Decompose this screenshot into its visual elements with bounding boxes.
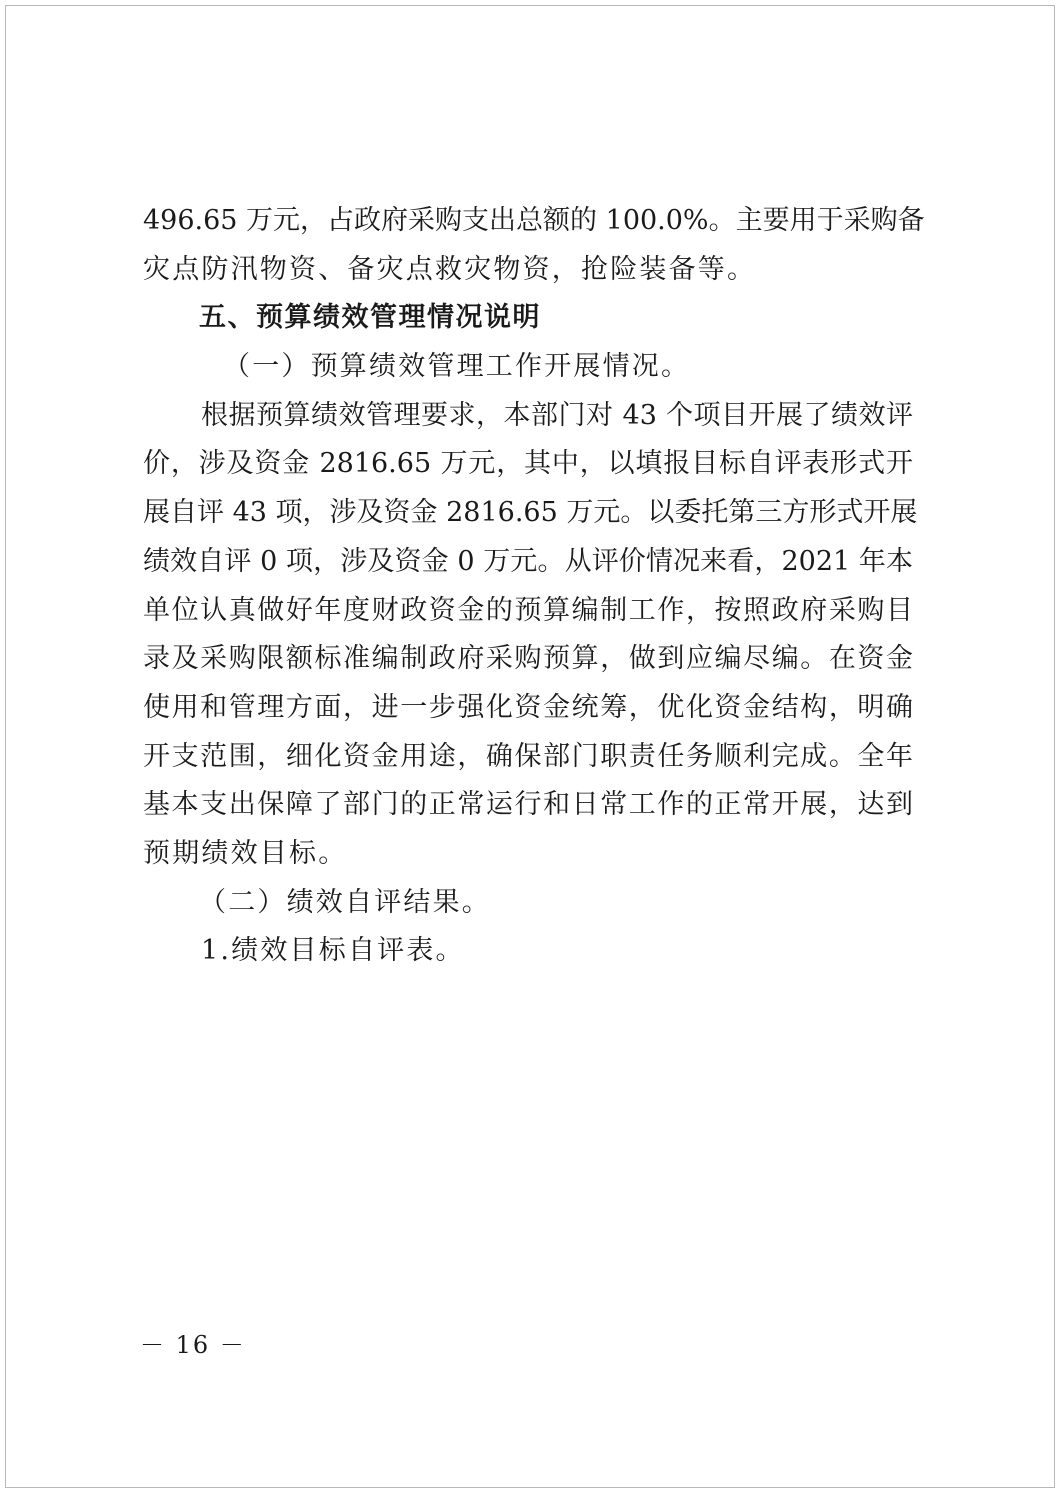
paragraph-line: 开支范围，细化资金用途，确保部门职责任务顺利完成。全年 xyxy=(143,740,913,772)
paragraph-line: 绩效自评 0 项，涉及资金 0 万元。从评价情况来看，2021 年本 xyxy=(143,545,913,577)
section-heading: 五、预算绩效管理情况说明 xyxy=(199,302,541,334)
subsection-heading: （二）绩效自评结果。 xyxy=(199,886,491,918)
paragraph-line: 使用和管理方面，进一步强化资金统筹，优化资金结构，明确 xyxy=(143,691,913,723)
subsection-heading: （一）预算绩效管理工作开展情况。 xyxy=(223,351,691,383)
paragraph-line: 展自评 43 项，涉及资金 2816.65 万元。以委托第三方形式开展 xyxy=(143,497,918,529)
paragraph-line: 价，涉及资金 2816.65 万元，其中，以填报目标自评表形式开 xyxy=(143,448,913,480)
list-item: 1.绩效目标自评表。 xyxy=(201,935,465,967)
paragraph-line: 基本支出保障了部门的正常运行和日常工作的正常开展，达到 xyxy=(143,789,913,821)
paragraph-line: 496.65 万元，占政府采购支出总额的 100.0%。主要用于采购备 xyxy=(143,205,925,236)
document-body xyxy=(143,197,925,976)
paragraph-line: 单位认真做好年度财政资金的预算编制工作，按照政府采购目 xyxy=(143,594,913,626)
page-number: － 16 － xyxy=(140,1331,246,1359)
paragraph-line: 预期绩效目标。 xyxy=(143,837,348,869)
paragraph-line: 根据预算绩效管理要求，本部门对 43 个项目开展了绩效评 xyxy=(201,399,913,431)
paragraph-line: 灾点防汛物资、备灾点救灾物资，抢险装备等。 xyxy=(143,253,757,285)
paragraph-line: 录及采购限额标准编制政府采购预算，做到应编尽编。在资金 xyxy=(143,643,913,675)
